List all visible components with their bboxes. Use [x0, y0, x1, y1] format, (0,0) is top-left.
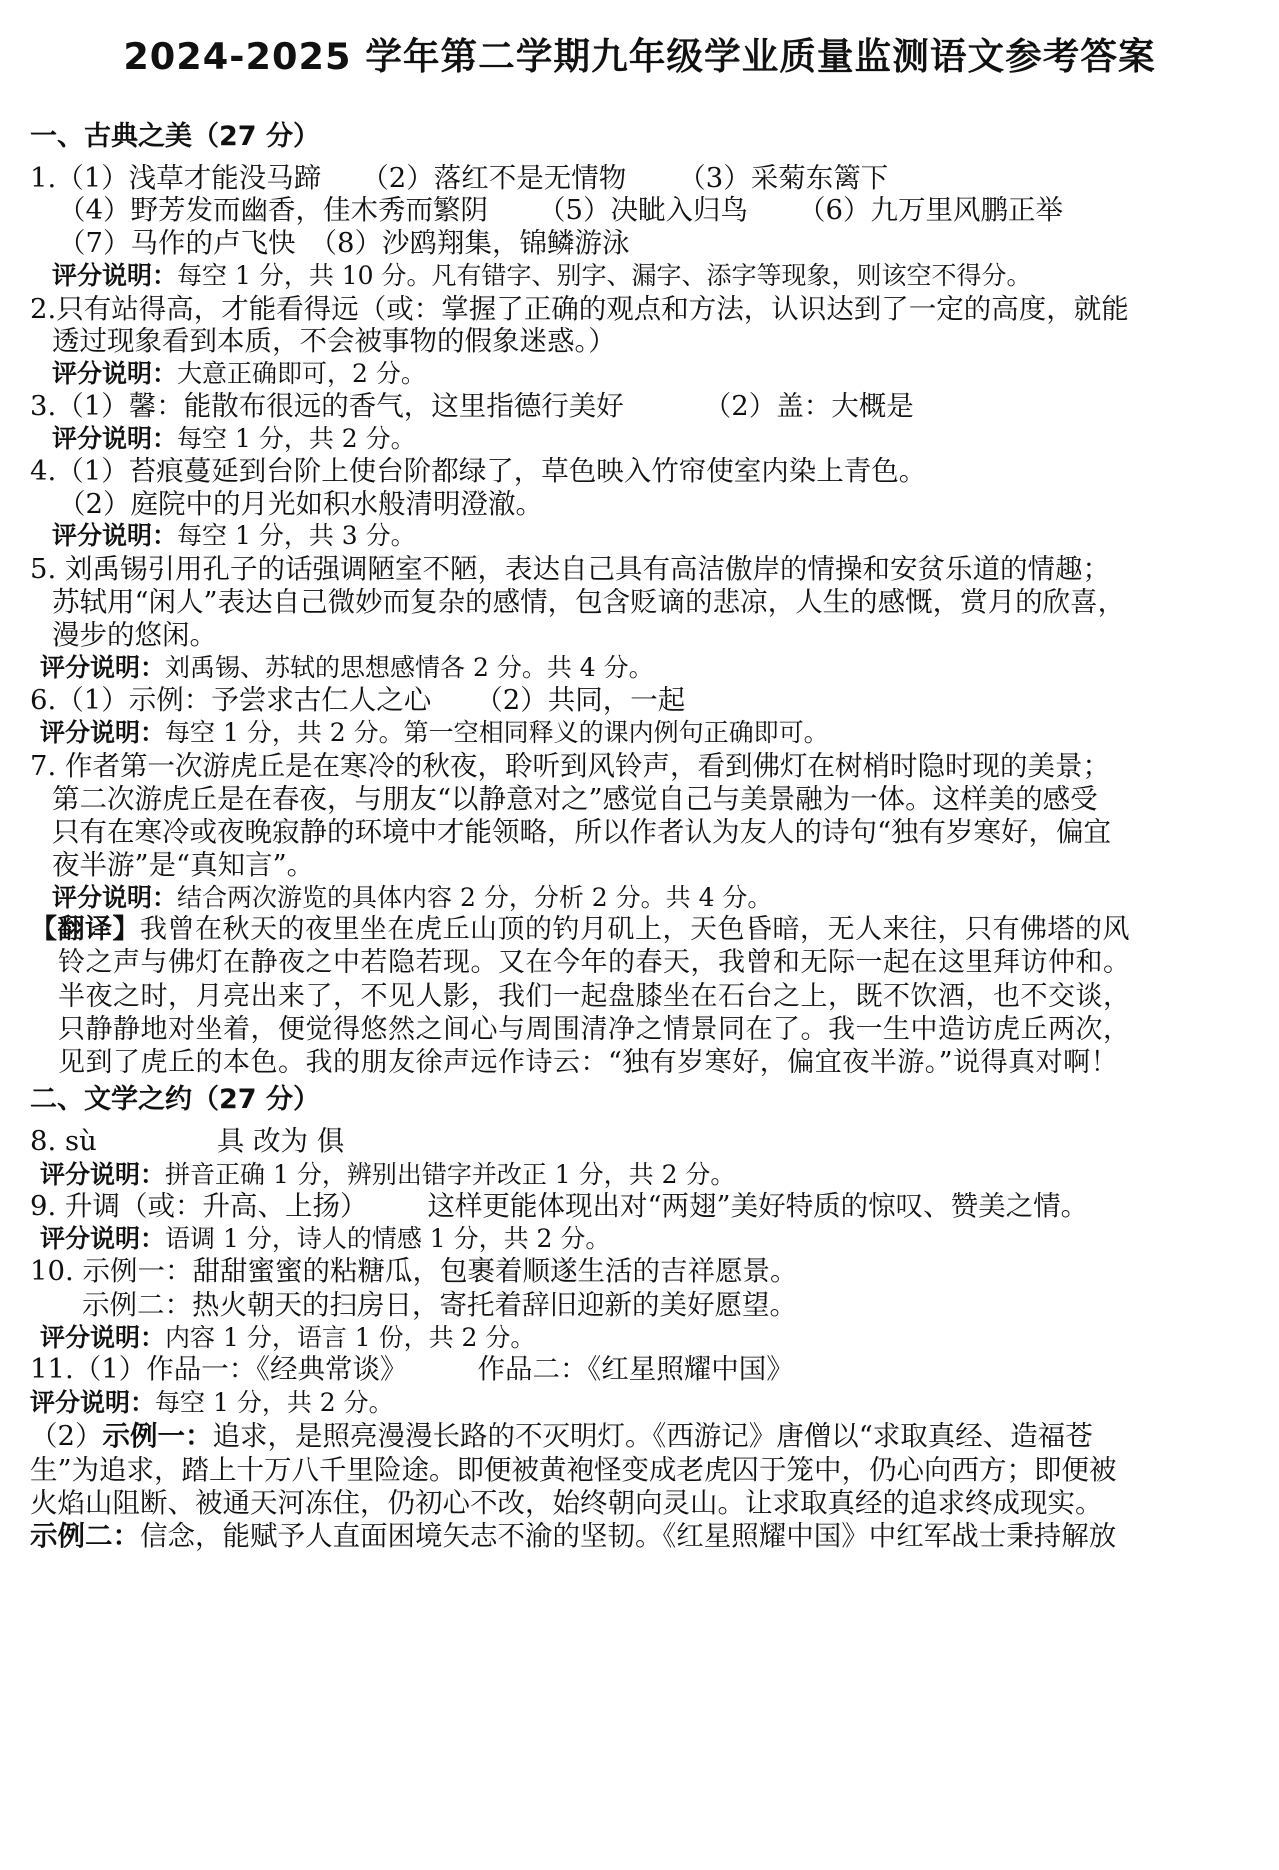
- scoring-label: 评分说明：: [40, 653, 166, 682]
- q9-line: [30, 1189, 1088, 1223]
- q3-scoring-note: 评分说明：每空 1 分，共 2 分。: [52, 424, 416, 453]
- scoring-label: 评分说明：: [52, 261, 178, 290]
- q1-item-8: （8）沙鸥翔集，锦鳞游泳: [309, 227, 630, 259]
- q10-scoring-note: 评分说明：内容 1 分，语言 1 份，共 2 分。: [40, 1323, 536, 1352]
- q11-item-2: 作品二：《红星照耀中国》: [477, 1353, 794, 1385]
- q7-line-1: 7. 作者第一次游虎丘是在寒冷的秋夜，聆听到风铃声，看到佛灯在树梢时隐时现的美景；: [30, 750, 1110, 782]
- q1-item-5: （5）决眦入归鸟: [538, 194, 748, 226]
- q5-line-2: 苏轼用“闲人”表达自己微妙而复杂的感情，包含贬谪的悲凉，人生的感慨，赏月的欣喜，: [52, 586, 1126, 618]
- q6-item-2: （2）共同，一起: [475, 684, 686, 716]
- q1-line-3: [58, 226, 630, 260]
- q9-item-1: 9. 升调（或：升高、上扬）: [30, 1190, 368, 1222]
- q11-line: [30, 1352, 794, 1386]
- q10-line-2: 示例二：热火朝天的扫房日，寄托着辞旧迎新的美好愿望。: [82, 1289, 797, 1321]
- q1-item-4: （4）野芳发而幽香，佳木秀而繁阴: [58, 194, 488, 226]
- translation-line-4: 只静静地对坐着，便觉得悠然之间心与周围清净之情景同在了。我一生中造访虎丘两次，: [58, 1014, 1131, 1045]
- q11-part2-line-3: 火焰山阻断、被通天河冻住，仍初心不改，始终朝向灵山。让求取真经的追求终成现实。: [30, 1487, 1103, 1519]
- q2-line-2: 透过现象看到本质，不会被事物的假象迷惑。）: [52, 325, 616, 357]
- q2-scoring-note: 评分说明：大意正确即可，2 分。: [52, 359, 426, 388]
- q7-line-2: 第二次游虎丘是在春夜，与朋友“以静意对之”感觉自己与美景融为一体。这样美的感受: [52, 783, 1098, 815]
- q9-scoring-note: 评分说明：语调 1 分，诗人的情感 1 分，共 2 分。: [40, 1224, 611, 1253]
- q11-part2-line-4: 示例二：信念，能赋予人直面困境矢志不渝的坚韧。《红星照耀中国》中红军战士秉持解放: [30, 1520, 1117, 1552]
- q1-item-3: （3）采菊东篱下: [678, 162, 889, 194]
- q1-item-7: （7）马作的卢飞快: [58, 227, 296, 259]
- scoring-label: 评分说明：: [52, 359, 178, 388]
- q7-scoring-note: 评分说明：结合两次游览的具体内容 2 分，分析 2 分。共 4 分。: [52, 883, 773, 912]
- q8-item-2: 具 改为 俱: [216, 1125, 345, 1157]
- scoring-label: 评分说明：: [40, 1323, 166, 1352]
- q4-line-1: 4.（1）苔痕蔓延到台阶上使台阶都绿了，草色映入竹帘使室内染上青色。: [30, 455, 927, 487]
- q11-scoring-note: 评分说明：每空 1 分，共 2 分。: [30, 1388, 394, 1417]
- scoring-label: 评分说明：: [30, 1388, 156, 1417]
- scoring-label: 评分说明：: [40, 1224, 166, 1253]
- q5-line-3: 漫步的悠闲。: [52, 619, 217, 651]
- q4-scoring-note: 评分说明：每空 1 分，共 3 分。: [52, 521, 416, 550]
- translation-line-1: 【翻译】我曾在秋天的夜里坐在虎丘山顶的钓月矶上，天色昏暗，无人来往，只有佛塔的风: [30, 914, 1130, 945]
- section-heading-1: 一、古典之美（27 分）: [30, 121, 320, 152]
- q1-item-1: 1.（1）浅草才能没马蹄: [30, 162, 322, 194]
- q11-part2-line-1: （2）示例一：追求，是照亮漫漫长路的不灭明灯。《西游记》唐僧以“求取真经、造福苍: [30, 1420, 1093, 1452]
- q6-line: [30, 683, 685, 717]
- q3-item-1: 3.（1）馨：能散布很远的香气，这里指德行美好: [30, 390, 624, 422]
- q1-line-1: [30, 161, 888, 195]
- q10-line-1: 10. 示例一：甜甜蜜蜜的粘糖瓜，包裹着顺遂生活的吉祥愿景。: [30, 1255, 798, 1287]
- example-label-1: 示例一：: [102, 1420, 213, 1452]
- q6-item-1: 6.（1）示例：予尝求古仁人之心: [30, 684, 432, 716]
- example-label-2: 示例二：: [30, 1520, 140, 1552]
- q1-line-2: [58, 193, 1063, 227]
- q5-scoring-note: 评分说明：刘禹锡、苏轼的思想感情各 2 分。共 4 分。: [40, 653, 654, 682]
- q9-item-2: 这样更能体现出对“两翅”美好特质的惊叹、赞美之情。: [427, 1190, 1089, 1222]
- q4-line-2: （2）庭院中的月光如积水般清明澄澈。: [58, 488, 543, 520]
- translation-line-3: 半夜之时，月亮出来了，不见人影，我们一起盘膝坐在石台之上，既不饮酒，也不交谈，: [58, 981, 1131, 1012]
- q6-scoring-note: 评分说明：每空 1 分，共 2 分。第一空相同释义的课内例句正确即可。: [40, 718, 829, 747]
- q2-line-1: 2.只有站得高，才能看得远（或：掌握了正确的观点和方法，认识达到了一定的高度，就能: [30, 293, 1129, 325]
- q8-line: [30, 1124, 344, 1158]
- scoring-label: 评分说明：: [52, 521, 178, 550]
- q7-line-3: 只有在寒冷或夜晚寂静的环境中才能领略，所以作者认为友人的诗句“独有岁寒好，偏宜: [52, 816, 1112, 848]
- q3-line: [30, 389, 914, 423]
- translation-line-2: 铃之声与佛灯在静夜之中若隐若现。又在今年的春天，我曾和无际一起在这里拜访仲和。: [58, 947, 1131, 978]
- page-title: 2024-2025 学年第二学期九年级学业质量监测语文参考答案: [123, 35, 1156, 78]
- q11-item-1: 11.（1）作品一：《经典常谈》: [30, 1353, 408, 1385]
- translation-label: 【翻译】: [30, 914, 140, 945]
- q1-scoring-note: 评分说明：每空 1 分，共 10 分。凡有错字、别字、漏字、添字等现象，则该空不得分。: [52, 261, 1032, 290]
- q5-line-1: 5. 刘禹锡引用孔子的话强调陋室不陋，表达自己具有高洁傲岸的情操和安贫乐道的情趣；: [30, 553, 1110, 585]
- scoring-label: 评分说明：: [40, 1160, 166, 1189]
- q8-item-1: 8. sù: [30, 1125, 97, 1157]
- scoring-label: 评分说明：: [52, 424, 178, 453]
- q1-item-6: （6）九万里风鹏正举: [798, 194, 1063, 226]
- section-heading-2: 二、文学之约（27 分）: [30, 1084, 320, 1115]
- q7-line-4: 夜半游”是“真知言”。: [52, 849, 315, 881]
- scoring-label: 评分说明：: [52, 883, 178, 912]
- scoring-label: 评分说明：: [40, 718, 166, 747]
- q1-item-2: （2）落红不是无情物: [361, 162, 627, 194]
- q8-scoring-note: 评分说明：拼音正确 1 分，辨别出错字并改正 1 分，共 2 分。: [40, 1160, 736, 1189]
- q3-item-2: （2）盖：大概是: [703, 390, 914, 422]
- q11-part2-line-2: 生”为追求，踏上十万八千里险途。即便被黄袍怪变成老虎囚于笼中，仍心向西方；即便被: [30, 1454, 1117, 1486]
- translation-line-5: 见到了虎丘的本色。我的朋友徐声远作诗云：“独有岁寒好，偏宜夜半游。”说得真对啊！: [58, 1047, 1119, 1078]
